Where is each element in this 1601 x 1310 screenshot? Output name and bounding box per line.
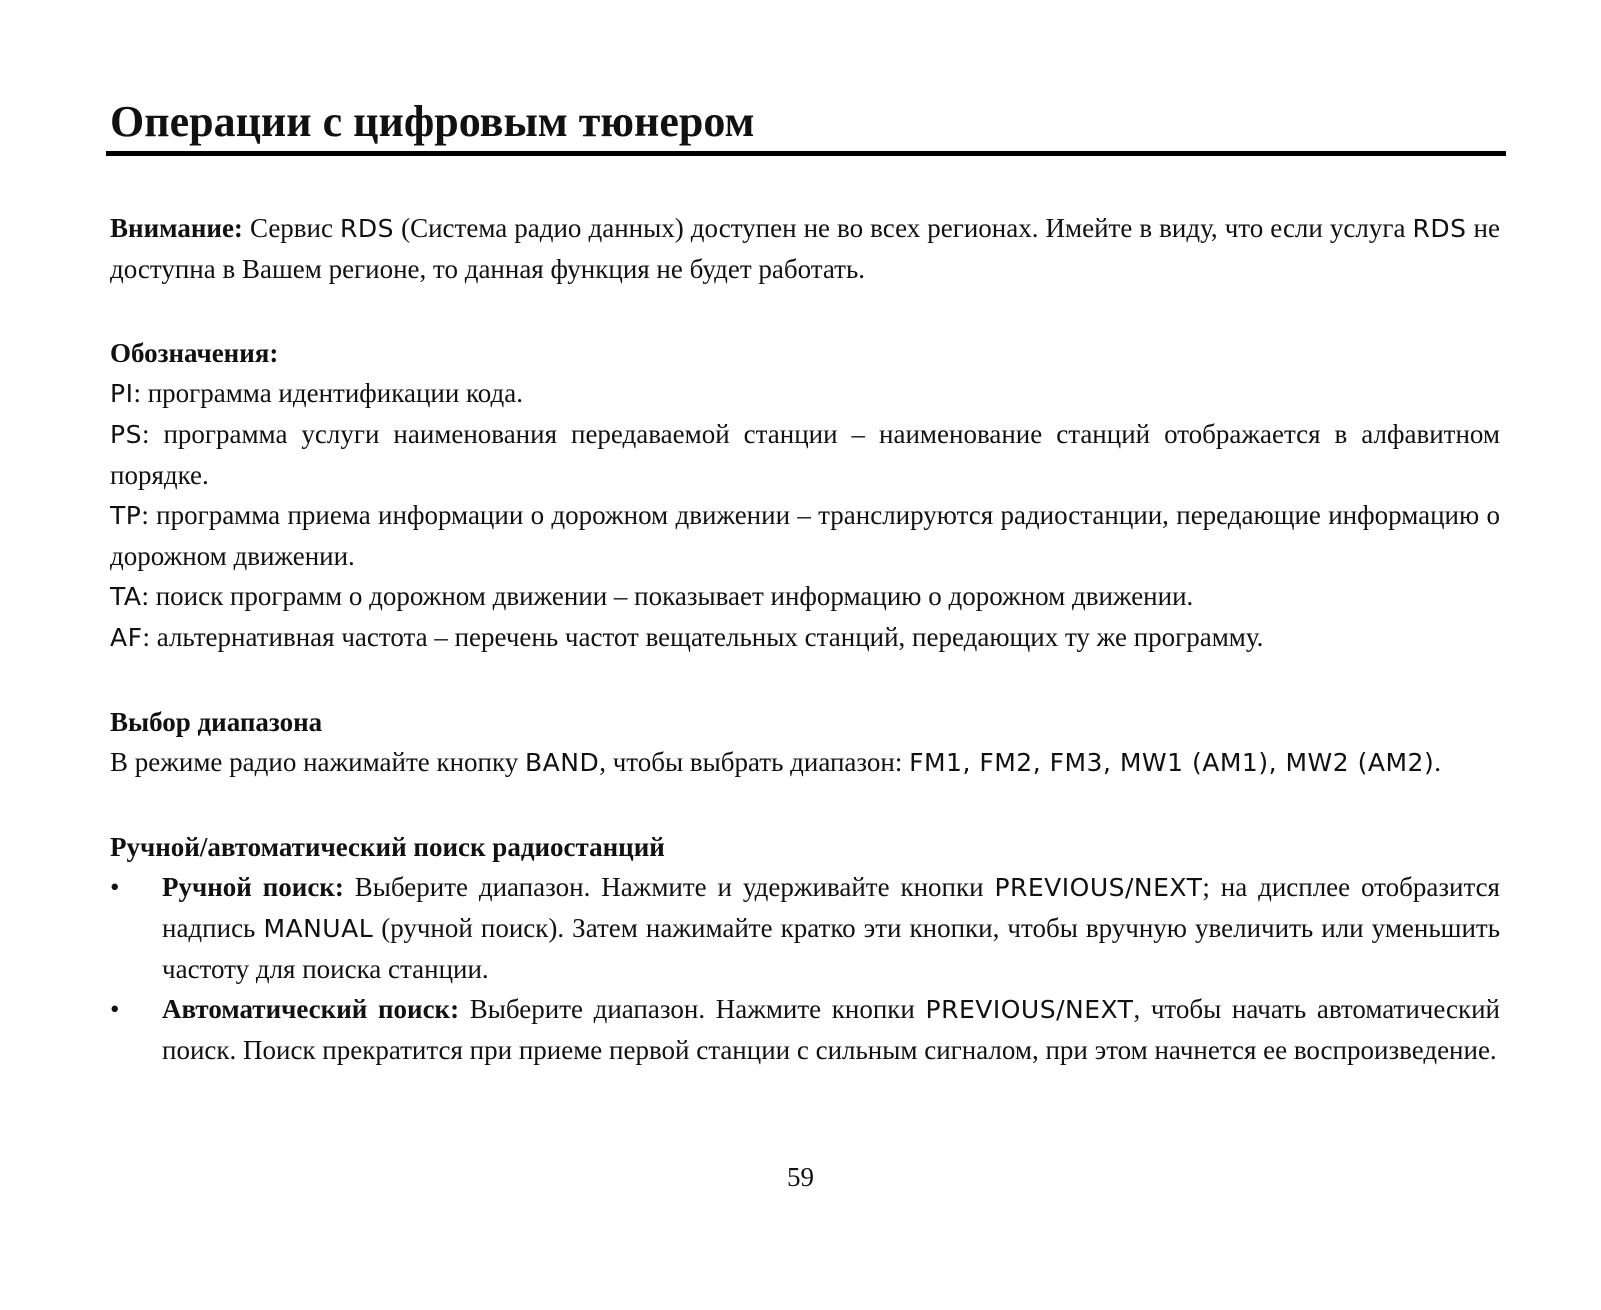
page-title: Операции с цифровым тюнером — [110, 97, 755, 146]
page-number: 59 — [787, 1162, 814, 1192]
search-section — [110, 827, 1500, 1070]
notice-paragraph — [110, 208, 1500, 289]
title-underline — [106, 151, 1506, 156]
legend-item — [110, 373, 1500, 414]
band-code: FM1, FM2, FM3, MW1 (AM1), MW2 (AM2) — [909, 747, 1435, 777]
legend-text: : программа услуги наименования передаваемой станции – наименование станций отображается в алфавитном порядке. — [110, 418, 1500, 490]
legend-code: PI — [110, 378, 134, 408]
manual-text: (ручной поиск). Затем нажимайте кратко эти кнопки, чтобы вручную увеличить или уменьшить частоту для поиска станции. — [162, 912, 1501, 984]
legend-code: TA — [110, 581, 142, 611]
list-item — [110, 989, 1500, 1070]
bullet-icon: • — [110, 993, 120, 1024]
legend-code: AF — [110, 622, 143, 652]
legend-code: TP — [110, 500, 142, 530]
notice-text: Сервис — [242, 212, 341, 243]
band-text: . — [1434, 746, 1441, 777]
legend-text: : программа идентификации кода. — [133, 377, 523, 408]
notice-code: RDS — [340, 213, 395, 243]
document-page — [110, 96, 1500, 1070]
legend-heading: Обозначения: — [110, 337, 279, 368]
legend-text: : программа приема информации о дорожном движении – транслируются радиостанции, передающие информацию о дорожном движении. — [110, 499, 1500, 571]
manual-code: MANUAL — [263, 913, 374, 943]
band-text: В режиме радио нажимайте кнопку — [110, 746, 525, 777]
legend-item — [110, 414, 1500, 495]
auto-code: PREVIOUS/NEXT — [925, 994, 1134, 1024]
manual-text: ; на дисплее отобразится надпись — [162, 871, 1500, 943]
band-heading: Выбор диапазона — [110, 706, 323, 737]
legend-text: : альтернативная частота – перечень частот вещательных станций, передающих ту же программу. — [142, 621, 1264, 652]
notice-text: (Система радио данных) доступен не во всех регионах. Имейте в виду, что если услуга — [394, 212, 1413, 243]
manual-label: Ручной поиск: — [162, 871, 344, 902]
bullet-icon: • — [110, 871, 120, 902]
auto-text: , чтобы начать автоматический поиск. Поиск прекратится при приеме первой станции с сильным сигналом, при этом начнется ее воспроизведение. — [162, 993, 1501, 1065]
notice-code: RDS — [1412, 213, 1467, 243]
search-heading: Ручной/автоматический поиск радиостанций — [110, 831, 665, 862]
search-list — [110, 867, 1500, 1070]
manual-code: PREVIOUS/NEXT — [994, 872, 1203, 902]
auto-text: Выберите диапазон. Нажмите кнопки — [459, 993, 926, 1024]
band-paragraph — [110, 742, 1500, 783]
legend-item — [110, 617, 1500, 658]
auto-label: Автоматический поиск: — [162, 993, 460, 1024]
legend-code: PS — [110, 419, 142, 449]
band-section — [110, 702, 1500, 783]
legend-item — [110, 495, 1500, 576]
notice-text: не доступна в Вашем регионе, то данная функция не будет работать. — [110, 212, 1500, 284]
legend-text: : поиск программ о дорожном движении – показывает информацию о дорожном движении. — [141, 580, 1194, 611]
list-item — [110, 867, 1500, 989]
band-text: , чтобы выбрать диапазон: — [599, 746, 910, 777]
legend-item — [110, 576, 1500, 617]
band-code: BAND — [525, 747, 600, 777]
manual-text: Выберите диапазон. Нажмите и удерживайте кнопки — [343, 871, 995, 902]
notice-label: Внимание: — [110, 212, 243, 243]
legend-section — [110, 333, 1500, 658]
